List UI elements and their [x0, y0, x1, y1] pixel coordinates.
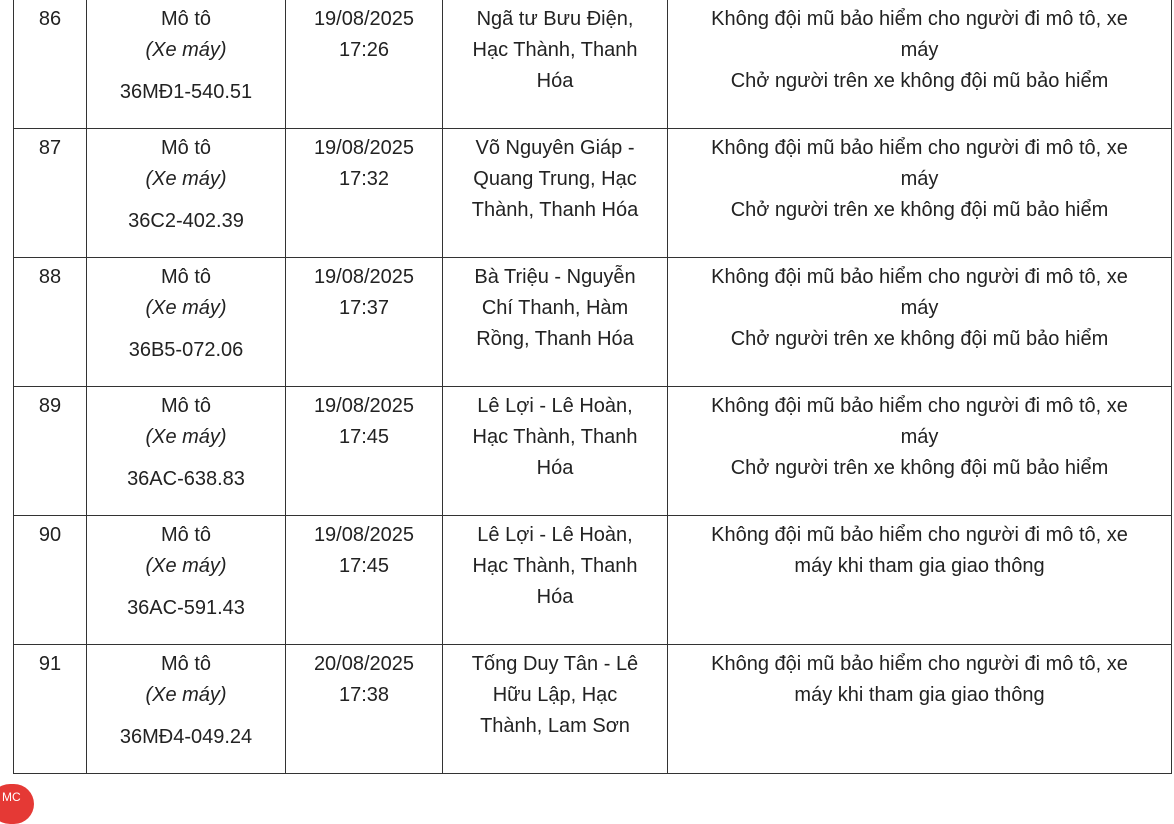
violation-line: Không đội mũ bảo hiểm cho người đi mô tô, xe: [711, 266, 1128, 288]
location-line: Thành, Thanh Hóa: [471, 199, 639, 221]
vehicle-cell: [87, 129, 286, 258]
location-line: Ngã tư Bưu Điện,: [476, 8, 634, 30]
license-plate: 36C2-402.39: [128, 210, 244, 232]
violation-line: máy: [900, 168, 939, 190]
datetime-cell: [286, 258, 443, 387]
violation-time: 17:45: [338, 426, 390, 448]
violation-line: Không đội mũ bảo hiểm cho người đi mô tô, xe: [711, 524, 1128, 546]
location-cell: [443, 129, 668, 258]
vehicle-subtype: (Xe máy): [145, 168, 227, 190]
location-line: Hóa: [536, 586, 574, 608]
row-number-cell: [14, 387, 87, 516]
license-plate: 36AC-638.83: [127, 468, 245, 490]
violation-cell: [668, 129, 1172, 258]
table-row: [14, 516, 1172, 645]
vehicle-cell: [87, 516, 286, 645]
badge-label: MC: [2, 790, 21, 804]
row-number-cell: [14, 129, 87, 258]
location-line: Chí Thanh, Hàm: [481, 297, 629, 319]
location-line: Võ Nguyên Giáp -: [475, 137, 635, 159]
violation-time: 17:26: [338, 39, 390, 61]
location-line: Hạc Thành, Thanh: [472, 555, 638, 577]
floating-badge[interactable]: [0, 784, 34, 824]
violation-line: máy: [900, 426, 939, 448]
violation-date: 19/08/2025: [313, 137, 415, 159]
datetime-cell: [286, 516, 443, 645]
violation-line: máy khi tham gia giao thông: [794, 555, 1045, 577]
location-cell: [443, 387, 668, 516]
table-row: [14, 387, 1172, 516]
vehicle-subtype: (Xe máy): [145, 555, 227, 577]
violation-line: Chở người trên xe không đội mũ bảo hiểm: [730, 70, 1109, 92]
vehicle-cell: [87, 645, 286, 774]
vehicle-cell: [87, 387, 286, 516]
vehicle-type: Mô tô: [160, 395, 212, 417]
location-cell: [443, 516, 668, 645]
license-plate: 36AC-591.43: [127, 597, 245, 619]
violation-line: máy: [900, 39, 939, 61]
location-line: Tống Duy Tân - Lê: [471, 653, 639, 675]
table-row: [14, 258, 1172, 387]
violation-line: Chở người trên xe không đội mũ bảo hiểm: [730, 457, 1109, 479]
row-number: 91: [38, 653, 62, 675]
violation-date: 20/08/2025: [313, 653, 415, 675]
vehicle-type: Mô tô: [160, 524, 212, 546]
row-number: 88: [38, 266, 62, 288]
location-line: Bà Triệu - Nguyễn: [474, 266, 636, 288]
row-number: 89: [38, 395, 62, 417]
row-number: 90: [38, 524, 62, 546]
row-number-cell: [14, 645, 87, 774]
violation-line: Không đội mũ bảo hiểm cho người đi mô tô, xe: [711, 137, 1128, 159]
vehicle-cell: [87, 258, 286, 387]
violation-line: Không đội mũ bảo hiểm cho người đi mô tô, xe: [711, 8, 1128, 30]
violation-date: 19/08/2025: [313, 395, 415, 417]
location-cell: [443, 258, 668, 387]
vehicle-subtype: (Xe máy): [145, 39, 227, 61]
violation-time: 17:45: [338, 555, 390, 577]
vehicle-type: Mô tô: [160, 137, 212, 159]
row-number: 86: [38, 8, 62, 30]
vehicle-type: Mô tô: [160, 653, 212, 675]
table-row: [14, 129, 1172, 258]
violation-date: 19/08/2025: [313, 266, 415, 288]
violation-time: 17:32: [338, 168, 390, 190]
violation-date: 19/08/2025: [313, 524, 415, 546]
location-line: Lê Lợi - Lê Hoàn,: [477, 524, 633, 546]
violation-cell: [668, 258, 1172, 387]
row-number: 87: [38, 137, 62, 159]
location-cell: [443, 0, 668, 129]
location-line: Hạc Thành, Thanh: [472, 39, 638, 61]
location-cell: [443, 645, 668, 774]
datetime-cell: [286, 129, 443, 258]
datetime-cell: [286, 645, 443, 774]
datetime-cell: [286, 387, 443, 516]
violation-date: 19/08/2025: [313, 8, 415, 30]
row-number-cell: [14, 258, 87, 387]
datetime-cell: [286, 0, 443, 129]
vehicle-type: Mô tô: [160, 266, 212, 288]
table-row: [14, 645, 1172, 774]
location-line: Hóa: [536, 457, 574, 479]
location-line: Hữu Lập, Hạc: [492, 684, 618, 706]
location-line: Lê Lợi - Lê Hoàn,: [477, 395, 633, 417]
location-line: Hóa: [536, 70, 574, 92]
vehicle-type: Mô tô: [160, 8, 212, 30]
vehicle-subtype: (Xe máy): [145, 297, 227, 319]
table-row: [14, 0, 1172, 129]
row-number-cell: [14, 516, 87, 645]
violation-cell: [668, 516, 1172, 645]
location-line: Thành, Lam Sơn: [480, 715, 630, 737]
vehicle-cell: [87, 0, 286, 129]
location-line: Quang Trung, Hạc: [473, 168, 637, 190]
violation-line: Không đội mũ bảo hiểm cho người đi mô tô, xe: [711, 653, 1128, 675]
violations-table: [13, 0, 1172, 774]
license-plate: 36MĐ1-540.51: [119, 81, 253, 103]
violation-line: Chở người trên xe không đội mũ bảo hiểm: [730, 328, 1109, 350]
row-number-cell: [14, 0, 87, 129]
violation-cell: [668, 387, 1172, 516]
violations-table-body: [14, 0, 1172, 774]
violation-line: máy: [900, 297, 939, 319]
violation-cell: [668, 0, 1172, 129]
license-plate: 36B5-072.06: [128, 339, 244, 361]
vehicle-subtype: (Xe máy): [145, 426, 227, 448]
violation-time: 17:37: [338, 297, 390, 319]
location-line: Rồng, Thanh Hóa: [476, 328, 634, 350]
violation-line: Không đội mũ bảo hiểm cho người đi mô tô, xe: [711, 395, 1128, 417]
violation-cell: [668, 645, 1172, 774]
location-line: Hạc Thành, Thanh: [472, 426, 638, 448]
vehicle-subtype: (Xe máy): [145, 684, 227, 706]
violation-line: máy khi tham gia giao thông: [794, 684, 1045, 706]
license-plate: 36MĐ4-049.24: [119, 726, 253, 748]
violation-line: Chở người trên xe không đội mũ bảo hiểm: [730, 199, 1109, 221]
violation-time: 17:38: [338, 684, 390, 706]
